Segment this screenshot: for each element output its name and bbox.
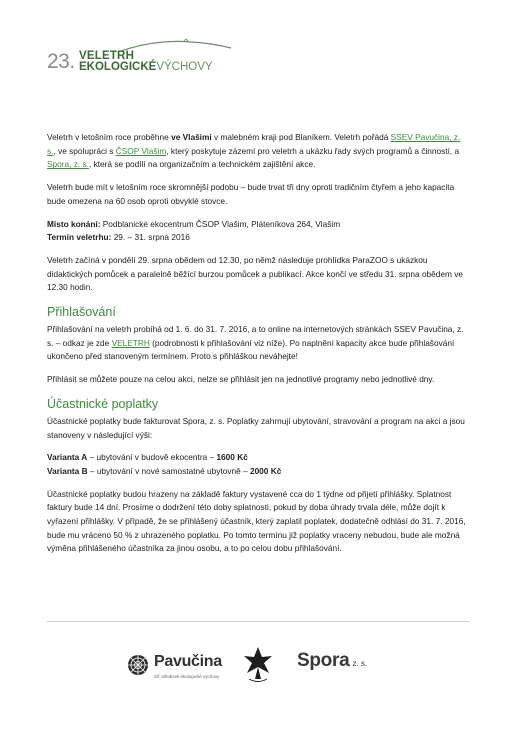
spider-web-icon bbox=[126, 653, 150, 677]
registration-paragraph-1 bbox=[47, 323, 471, 364]
link-veletrh[interactable]: VELETRH bbox=[111, 337, 150, 348]
logo-line2-rest: VÝCHOVY bbox=[156, 61, 213, 73]
variant-a-text: – ubytování v budově ekocentra – bbox=[87, 452, 217, 463]
pavucina-subtitle: Síť středisek ekologické výchovy bbox=[154, 674, 220, 679]
event-logo bbox=[47, 38, 227, 74]
variant-a-line bbox=[47, 451, 471, 465]
intro-text: , ve spolupráci s bbox=[53, 145, 116, 156]
date-value: 29. – 31. srpna 2016 bbox=[111, 232, 190, 243]
variant-a-price: 1600 Kč bbox=[216, 452, 248, 463]
intro-text: v malebném kraji pod Blaníkem. Veletrh pořádá bbox=[211, 132, 391, 142]
logo-line1: VELETRH bbox=[79, 50, 135, 62]
variant-a-label: Varianta A bbox=[47, 452, 88, 463]
variant-b-price: 2000 Kč bbox=[249, 465, 282, 476]
intro-text: Veletrh v letošním roce proběhne bbox=[47, 132, 172, 142]
footer-divider bbox=[47, 621, 469, 622]
link-ssev-pavucina[interactable]: SSEV Pavučina, z. s. bbox=[47, 132, 461, 156]
intro-text: , který poskytuje zázemí pro veletrh a ukázku řady svých programů a činností, a bbox=[166, 145, 460, 156]
variant-b-text: – ubytování v nové samostatné ubytovně – bbox=[87, 465, 250, 476]
venue-line bbox=[47, 218, 471, 232]
partner-logos bbox=[0, 643, 516, 693]
registration-paragraph-2: Přihlásit se můžete pouze na celou akci, nelze se přihlásit jen na jednotlivé programy nebo jednotlivé dny. bbox=[47, 374, 435, 385]
date-label: Termín veletrhu: bbox=[47, 232, 112, 243]
logo-number: 23. bbox=[47, 50, 75, 73]
heading-registration: Přihlašování bbox=[47, 305, 116, 320]
link-csop-vlasim[interactable]: ČSOP Vlašim bbox=[115, 145, 167, 156]
registration-text: Přihlašování na veletrh probíhá od 1. 6. do 31. 7. 2016, a to online na internetových stránkách SSEV Pavučina, z. s. – odkaz je zde bbox=[47, 324, 464, 348]
link-spora[interactable]: Spora, z. s. bbox=[47, 159, 89, 170]
csop-bird-logo-icon[interactable] bbox=[241, 645, 275, 685]
intro-paragraph-3: Veletrh začíná v pondělí 29. srpna obědem od 12.30, po němž následuje prohlídka ParaZOO s ukázkou didaktických pomůcek a paralelně běžící burzou pomůcek a publikací. Akce končí ve středu 31. srpna obědem ve 12.30 hodin. bbox=[47, 254, 463, 293]
logo-line2 bbox=[79, 61, 213, 73]
venue-label: Místo konání: bbox=[47, 218, 101, 229]
logo-line2-bold: EKOLOGICKÉ bbox=[79, 61, 157, 73]
hill-arc-icon bbox=[121, 38, 231, 52]
intro-paragraph-2: Veletrh bude mít v letošním roce skromnější podobu – bude trvat tři dny oproti tradičním čtyřem a jeho kapacita bude omezena na 60 osob oproti obvyklé stovce. bbox=[47, 182, 455, 206]
spora-suffix: , z. s. bbox=[348, 659, 368, 668]
fees-paragraph-1: Účastnické poplatky bude fakturovat Spora, z. s. Poplatky zahrnují ubytování, stravování a program na akci a jsou stanoveny v následující výši: bbox=[47, 415, 465, 440]
intro-paragraph-1 bbox=[47, 131, 471, 172]
heading-fees: Účastnické poplatky bbox=[47, 396, 159, 411]
intro-text: , která se podílí na organizačním a technickém zajištění akce. bbox=[88, 159, 316, 170]
variant-b-line bbox=[47, 465, 471, 479]
intro-town: ve Vlašimi bbox=[171, 132, 212, 142]
spora-name: Spora bbox=[297, 650, 350, 671]
pavucina-name: Pavučina bbox=[154, 653, 222, 670]
venue-value: Podblanické ekocentrum ČSOP Vlašim, Pláteníkova 264, Vlašim bbox=[100, 218, 341, 229]
main-content bbox=[47, 131, 471, 556]
registration-text: (podrobnosti k přihlašování viz níže). Po naplnění kapacity akce bude přihlašování ukončeno před stanoveným termínem. Proto s přihláškou neváhejte! bbox=[47, 337, 455, 362]
date-line bbox=[47, 231, 471, 245]
variant-b-label: Varianta B bbox=[47, 465, 88, 476]
fees-paragraph-2: Účastnické poplatky budou hrazeny na základě faktury vystavené cca do 1 týdne od přijetí přihlášky. Splatnost faktury bude 14 dní. Prosíme o dodržení této doby splatnosti, pokud by doba úhrady trvala déle, může dojít k vyřazení přihlášky. V případě, že se přihlášený účastník, který zaplatil poplatek, dodatečně odhlásí do 31. 7. 2016, bude mu vráceno 50 % z uhrazeného poplatku. Po tomto termínu již poplatky vraceny nebudou, bude ale možná výměna přihlášeného účastníka za jinou osobu, a to po celou dobu přihlašování. bbox=[47, 488, 466, 554]
